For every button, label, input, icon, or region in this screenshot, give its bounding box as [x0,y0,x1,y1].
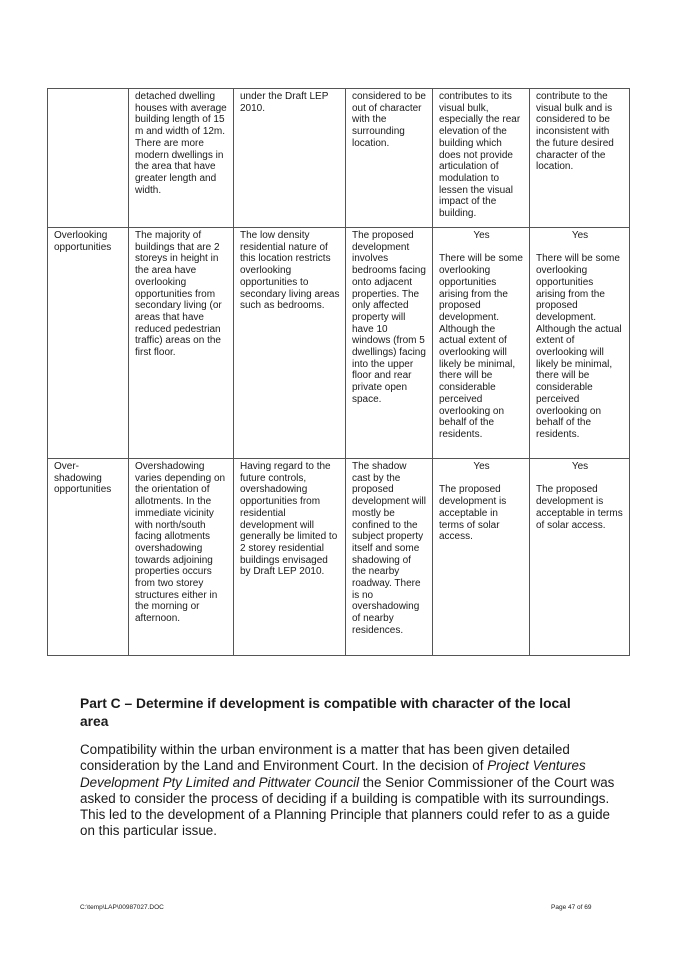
existing-compatibility-comment: The proposed development is acceptable in terms of solar access. [439,484,507,543]
existing-compatibility-comment: contributes to its visual bulk, especially the rear elevation of the building which does not provide articulation of modulation to lessen the visual impact of the building. [439,91,521,220]
future-compatibility-cell [530,459,630,656]
future-compatibility-cell [530,228,630,459]
proposal-cell: considered to be out of character with the surrounding location. [346,89,433,228]
criterion-cell [48,89,129,228]
table-row [48,459,630,656]
existing-character-cell: detached dwelling houses with average building length of 15 m and width of 12m. There are more modern dwellings in the area that have greater length and width. [129,89,234,228]
future-compatibility-yes: Yes [571,230,589,241]
criterion-cell: Over-shadowing opportunities [48,459,129,656]
proposal-cell: The shadow cast by the proposed development will mostly be confined to the subject property itself and some shadowing of the nearby roadway. There is no overshadowing of nearby residences. [346,459,433,656]
footer-page-number: Page 47 of 69 [551,904,592,911]
existing-compatibility-yes: Yes [473,461,490,472]
existing-compatibility-cell [433,89,530,228]
case-name: Project Ventures Development Pty Limited and Pittwater Council [80,758,586,790]
future-compatibility-comment: contribute to the visual bulk and is considered to be inconsistent with the future desired character of the location. [536,91,614,173]
existing-character-cell: Overshadowing varies depending on the orientation of allotments. In the immediate vicinity with north/south facing allotments overshadowing towards adjoining properties occurs from two storey structures either in the morning or afternoon. [129,459,234,656]
existing-compatibility-comment: There will be some overlooking opportunities arising from the proposed development. Although the actual extent of overlooking will likely be minimal, there will be considerable perceived overlooking on behalf of the residents. [439,253,523,440]
criterion-cell: Overlooking opportunities [48,228,129,459]
paragraph-text-start: Compatibility within the urban environment is a matter that has been given detailed consideration by the Land and Environment Court. In the decision of [80,742,570,774]
existing-compatibility-cell [433,459,530,656]
footer-file-path: C:\temp\LAP\00987027.DOC [80,904,164,911]
future-compatibility-cell [530,89,630,228]
future-character-cell: Having regard to the future controls, overshadowing opportunities from residential development will generally be limited to 2 storey residential buildings envisaged by Draft LEP 2010. [234,459,346,656]
proposal-cell: The proposed development involves bedrooms facing onto adjacent properties. The only affected property will have 10 windows (from 5 dwellings) facing into the upper floor and rear private open space. [346,228,433,459]
future-character-cell: under the Draft LEP 2010. [234,89,346,228]
section-heading: Part C – Determine if development is compatible with character of the local area [80,696,571,729]
future-compatibility-yes: Yes [571,461,589,472]
assessment-table [47,88,630,656]
future-compatibility-comment: There will be some overlooking opportunities arising from the proposed development. Although the actual extent of overlooking will likely be minimal, there will be considerable perceived overlooking on behalf of the residents. [536,253,622,440]
table-row [48,89,630,228]
body-paragraph [80,742,615,840]
existing-character-cell: The majority of buildings that are 2 storeys in height in the area have overlooking opportunities from secondary living (or areas that have reduced pedestrian traffic) areas on the first floor. [129,228,234,459]
future-compatibility-comment: The proposed development is acceptable in terms of solar access. [536,484,623,531]
existing-compatibility-cell [433,228,530,459]
table-row [48,228,630,459]
future-character-cell: The low density residential nature of this location restricts overlooking opportunities to secondary living areas such as bedrooms. [234,228,346,459]
paragraph-text-end: the Senior Commissioner of the Court was asked to consider the process of deciding if a building is compatible with its surroundings. This led to the development of a Planning Principle that planners could refer to as a guide on this particular issue. [80,774,615,839]
existing-compatibility-yes: Yes [473,230,490,241]
